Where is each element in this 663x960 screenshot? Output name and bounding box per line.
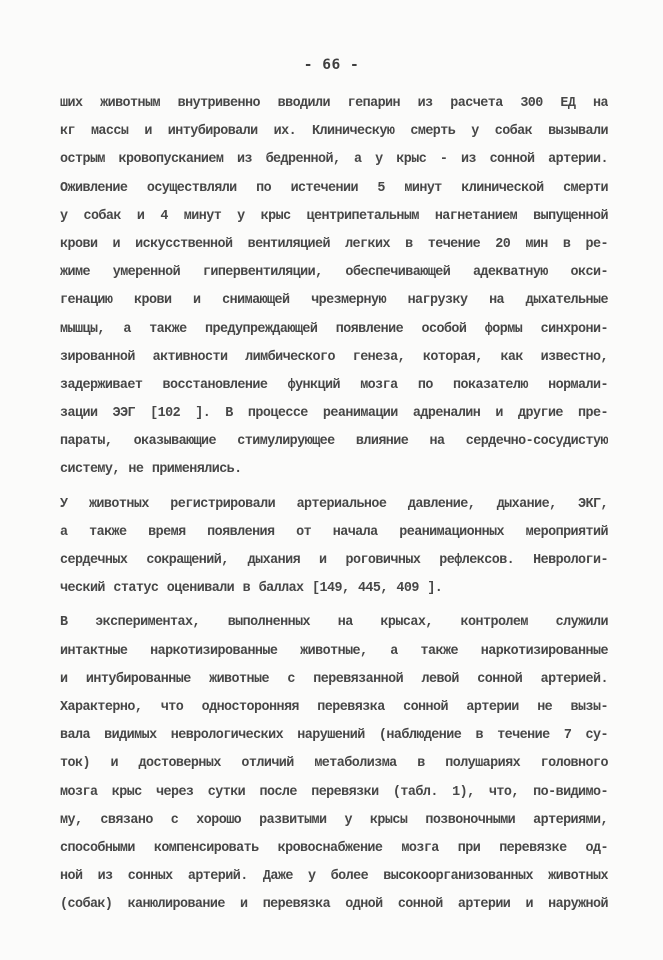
text-line: мышцы, а также предупреждающей появление особой формы синхрони- [60, 321, 608, 337]
text-line: Оживление осуществляли по истечении 5 минут клинической смерти [60, 180, 608, 196]
text-line: У животных регистрировали артериальное давление, дыхание, ЭКГ, [60, 496, 608, 512]
text-line: систему, не применялись. [60, 462, 242, 478]
text-line: зации ЭЭГ [102 ]. В процессе реанимации адреналин и другие пре- [60, 406, 608, 422]
text-line: генацию крови и снимающей чрезмерную нагрузку на дыхательные [60, 293, 608, 309]
text-line: крови и искусственной вентиляцией легких в течение 20 мин в ре- [60, 236, 608, 252]
text-line: вала видимых неврологических нарушений (наблюдение в течение 7 су- [60, 728, 608, 744]
text-line: кг массы и интубировали их. Клиническую смерть у собак вызывали [60, 124, 608, 140]
body-text [60, 90, 608, 919]
text-line: зированной активности лимбического генеза, которая, как известно, [60, 349, 608, 365]
text-line: способными компенсировать кровоснабжение мозга при перевязке од- [60, 840, 608, 856]
text-line: ших животным внутривенно вводили гепарин из расчета 300 ЕД на [60, 96, 608, 111]
text-line: а также время появления от начала реанимационных мероприятий [60, 524, 608, 540]
text-line: сердечных сокращений, дыхания и роговичных рефлексов. Неврологи- [60, 553, 608, 568]
text-line: интактные наркотизированные животные, а также наркотизированные [60, 643, 608, 659]
text-line: Характерно, что односторонняя перевязка сонной артерии не вызы- [60, 699, 608, 715]
text-line: острым кровопусканием из бедренной, а у крыс - из сонной артерии. [60, 152, 608, 168]
text-line: ной из сонных артерий. Даже у более высокоорганизованных животных [60, 869, 608, 885]
text-line: мозга крыс через сутки после перевязки (табл. 1), что, по-видимо- [60, 784, 608, 800]
text-line: В экспериментах, выполненных на крысах, контролем служили [60, 615, 608, 631]
text-line: у собак и 4 минут у крыс центрипетальным нагнетанием выпущенной [60, 208, 608, 224]
text-line: жиме умеренной гипервентиляции, обеспечивающей адекватную окси- [60, 265, 608, 281]
text-line: параты, оказывающие стимулирующее влияние на сердечно-сосудистую [60, 434, 608, 450]
text-line: ческий статус оценивали в баллах [149, 445, 409 ]. [60, 581, 443, 597]
page-number: - 66 - [303, 57, 360, 73]
text-line: и интубированные животные с перевязанной левой сонной артерией. [60, 671, 608, 687]
text-line: (собак) канюлирование и перевязка одной сонной артерии и наружной [60, 897, 608, 913]
text-line: ток) и достоверных отличий метаболизма в полушариях головного [60, 756, 608, 772]
text-line: му, связано с хорошо развитыми у крысы позвоночными артериями, [60, 812, 608, 828]
text-line: задерживает восстановление функций мозга по показателю нормали- [60, 377, 608, 393]
